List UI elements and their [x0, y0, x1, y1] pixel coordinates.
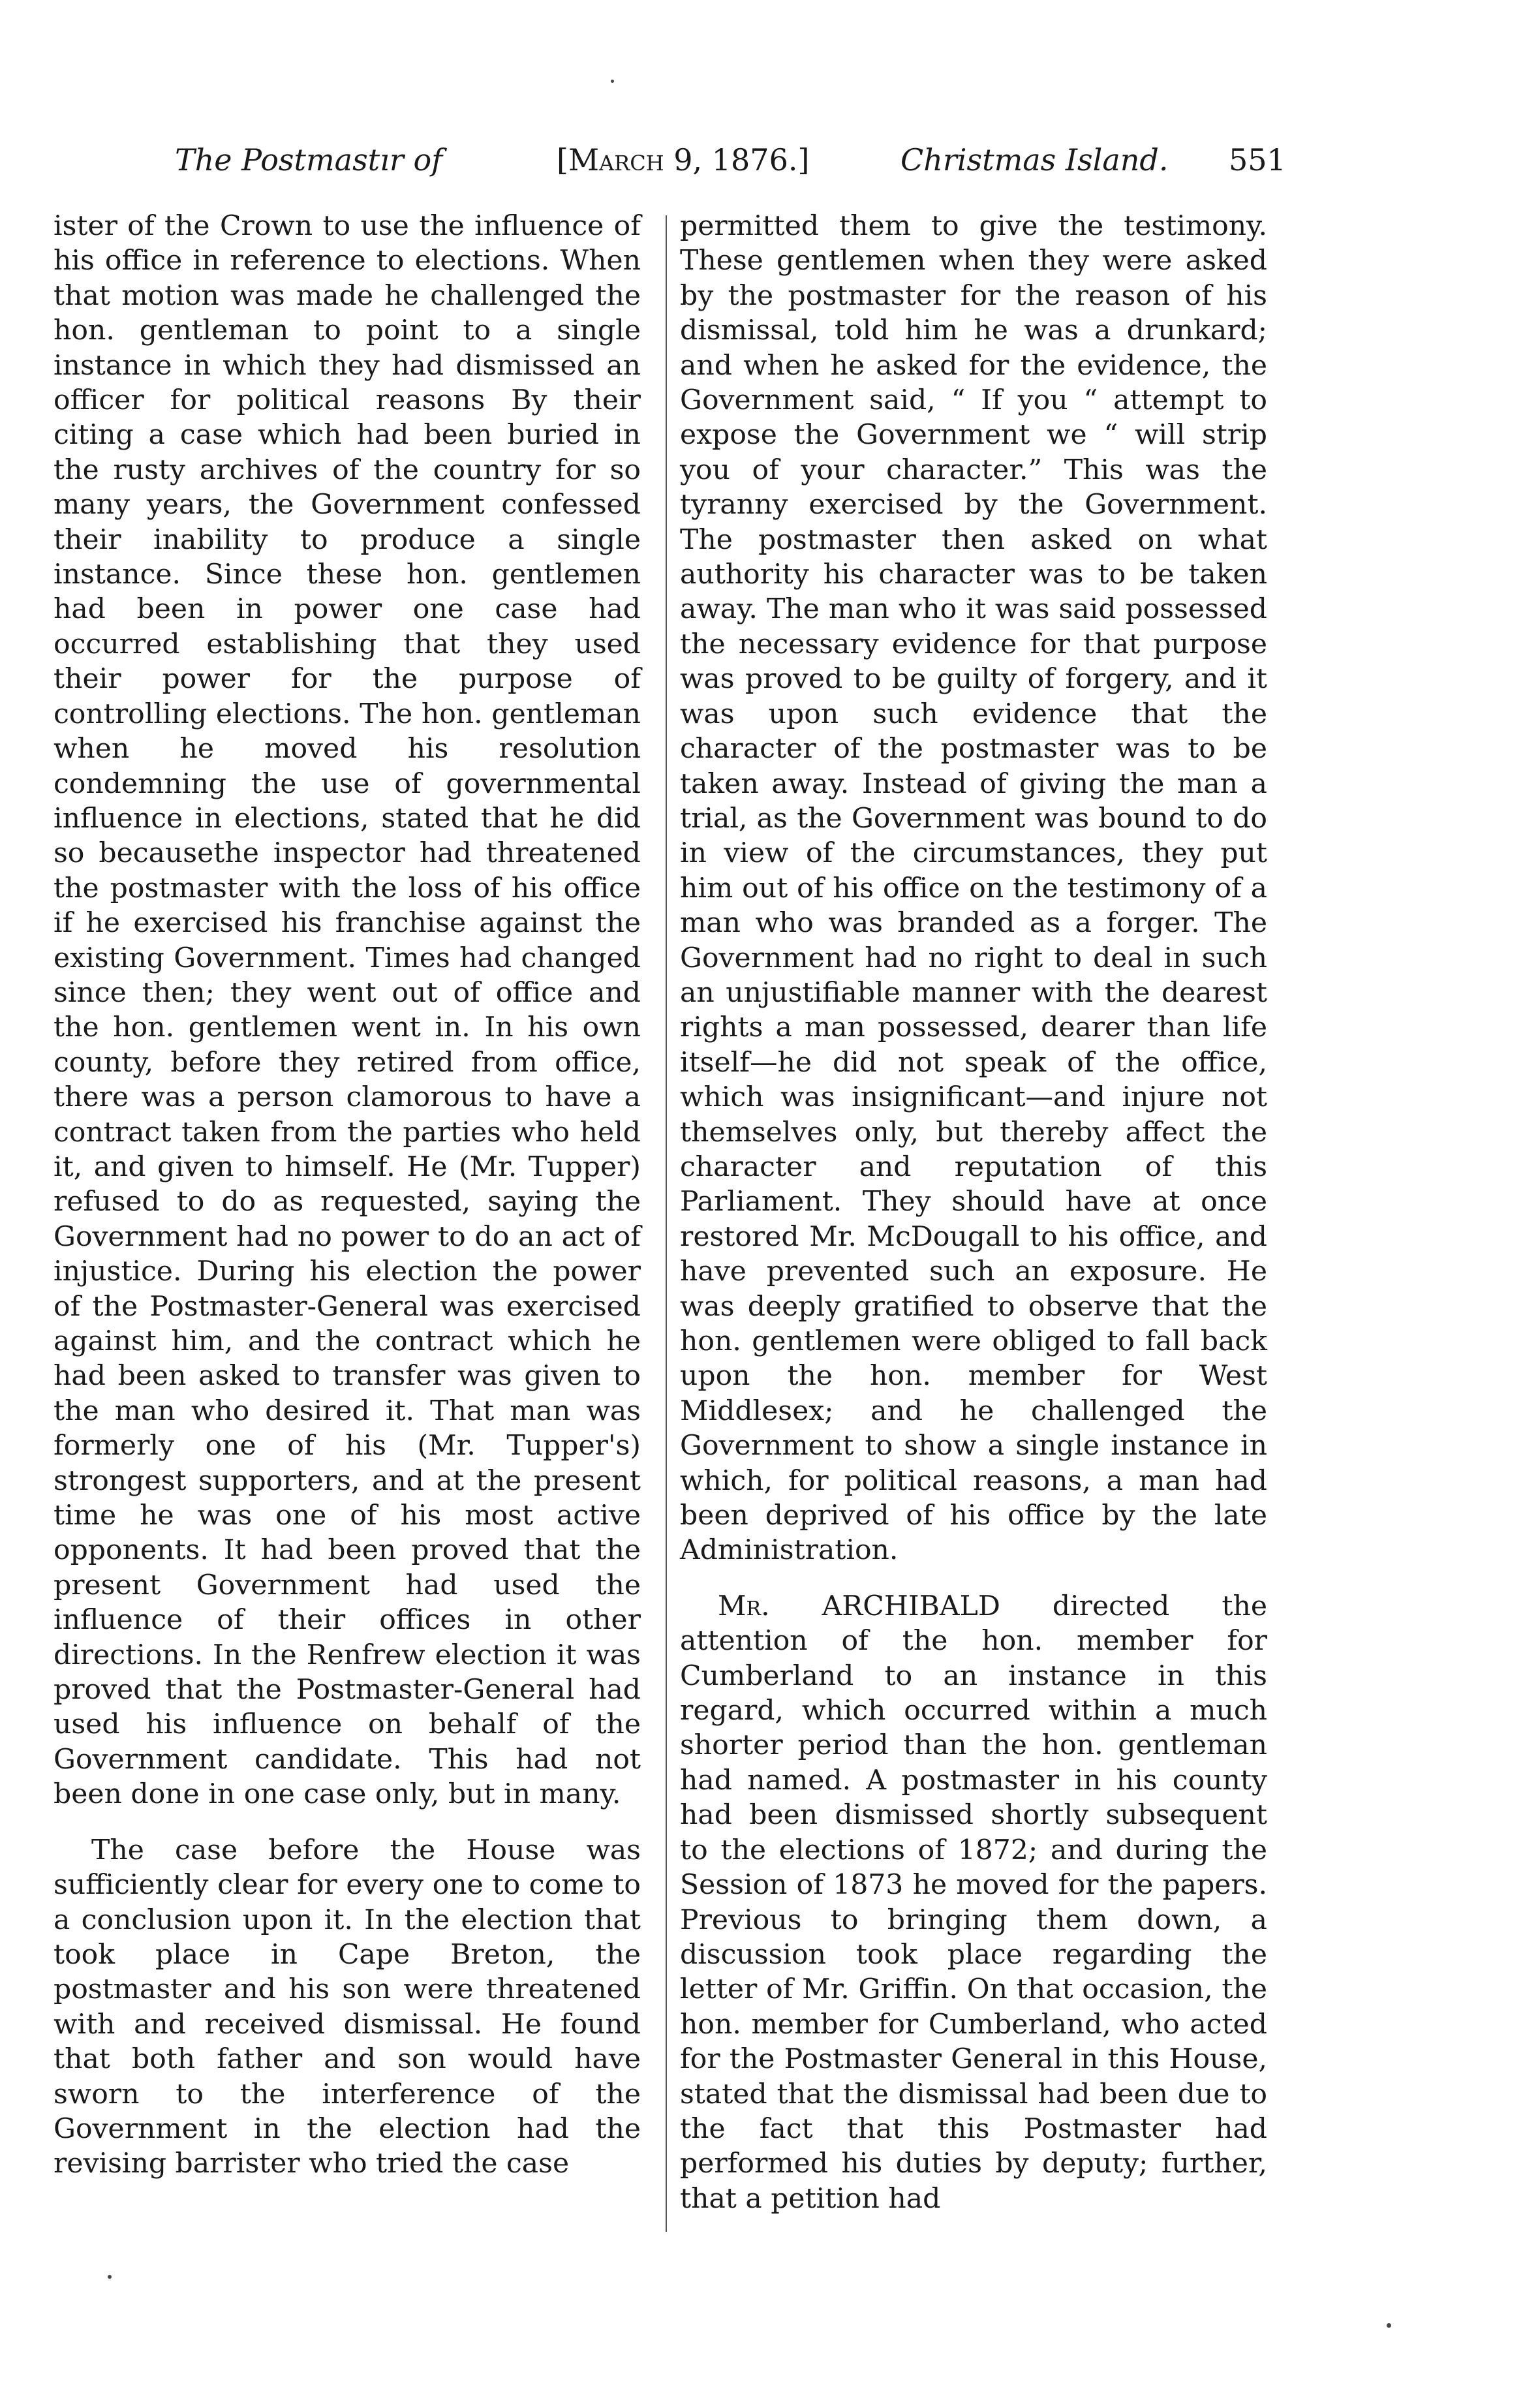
- running-head: [175, 137, 1284, 183]
- header-right-title: Christmas Island.: [900, 142, 1169, 178]
- print-speck-bottom-right: [1387, 2323, 1391, 2328]
- left-column: [54, 209, 641, 2182]
- column-divider: [666, 215, 667, 2232]
- right-paragraph-1: permitted them to give the testimony. These gentlemen when they were asked by the postmaster for the reason of his dismissal, told him he was a drunkard; and when he asked for the evidence, the Government said, “ If you “ attempt to expose the Government we “ will strip you of your character.” This was the tyranny exercised by the Government. The postmaster then asked on what authority his character was to be taken away. The man who it was said possessed the necessary evidence for that purpose was proved to be guilty of forgery, and it was upon such evidence that the character of the postmaster was to be taken away. Instead of giving the man a trial, as the Government was bound to do in view of the circumstances, they put him out of his office on the testimony of a man who was branded as a forger. The Government had no right to deal in such an unjustifiable manner with the dearest rights a man possessed, dearer than life itself—he did not speak of the office, which was insignificant—and injure not themselves only, but thereby affect the character and reputation of this Parliament. They should have at once restored Mr. McDougall to his office, and have prevented such an exposure. He was deeply gratified to observe that the hon. gentlemen were obliged to fall back upon the hon. member for West Middlesex; and he challenged the Government to show a single instance in which, for political reasons, a man had been deprived of his office by the late Administration.: [680, 210, 1267, 1567]
- header-date: [March 9, 1876.]: [557, 142, 810, 178]
- header-left-title: The Postmastır of: [175, 142, 443, 178]
- left-paragraph-1: ister of the Crown to use the influence of his office in reference to elections. When that motion was made he challenged the hon. gentleman to point to a single instance in which they had dismissed an officer for political reasons By their citing a case which had been buried in the rusty archives of the country for so many years, the Government confessed their inability to produce a single instance. Since these hon. gentlemen had been in power one case had occurred establishing that they used their power for the purpose of controlling elections. The hon. gentleman when he moved his resolution condemning the use of governmental influence in elections, stated that he did so becausethe inspector had threatened the postmaster with the loss of his office if he exercised his franchise against the existing Government. Times had changed since then; they went out of office and the hon. gentlemen went in. In his own county, before they retired from office, there was a person clamorous to have a contract taken from the parties who held it, and given to himself. He (Mr. Tupper) refused to do as requested, saying the Government had no power to do an act of injustice. During his election the power of the Postmaster-General was exercised against him, and the contract which he had been asked to transfer was given to the man who desired it. That man was formerly one of his (Mr. Tupper's) strongest supporters, and at the present time he was one of his most active opponents. It had been proved that the present Government had used the influence of their offices in other directions. In the Renfrew election it was proved that the Postmaster-General had used his influence on behalf of the Government candidate. This had not been done in one case only, but in many.: [54, 210, 641, 1811]
- page-number: 551: [1229, 142, 1286, 178]
- left-paragraph-2: The case before the House was sufficiently clear for every one to come to a conclusion upon it. In the election that took place in Cape Breton, the postmaster and his son were threatened with and received dismissal. He found that both father and son would have sworn to the interference of the Government in the election had the revising barrister who tried the case: [54, 1834, 641, 2180]
- right-paragraph-2: [680, 1589, 1267, 2216]
- print-speck-bottom-left: [108, 2275, 112, 2279]
- print-speck-top: [611, 80, 614, 83]
- right-column: [680, 209, 1267, 2216]
- speaker-name: Mr. ARCHIBALD: [718, 1590, 1000, 1622]
- right-paragraph-2-text: directed the attention of the hon. member for Cumberland to an instance in this regard, which occurred within a much shorter period than the hon. gentleman had named. A postmaster in his county had been dismissed shortly subsequent to the elections of 1872; and during the Session of 1873 he moved for the papers. Previous to bringing them down, a discussion took place regarding the letter of Mr. Griffin. On that occasion, the hon. member for Cumberland, who acted for the Postmaster General in this House, stated that the dismissal had been due to the fact that this Postmaster had performed his duties by deputy; further, that a petition had: [680, 1590, 1267, 2215]
